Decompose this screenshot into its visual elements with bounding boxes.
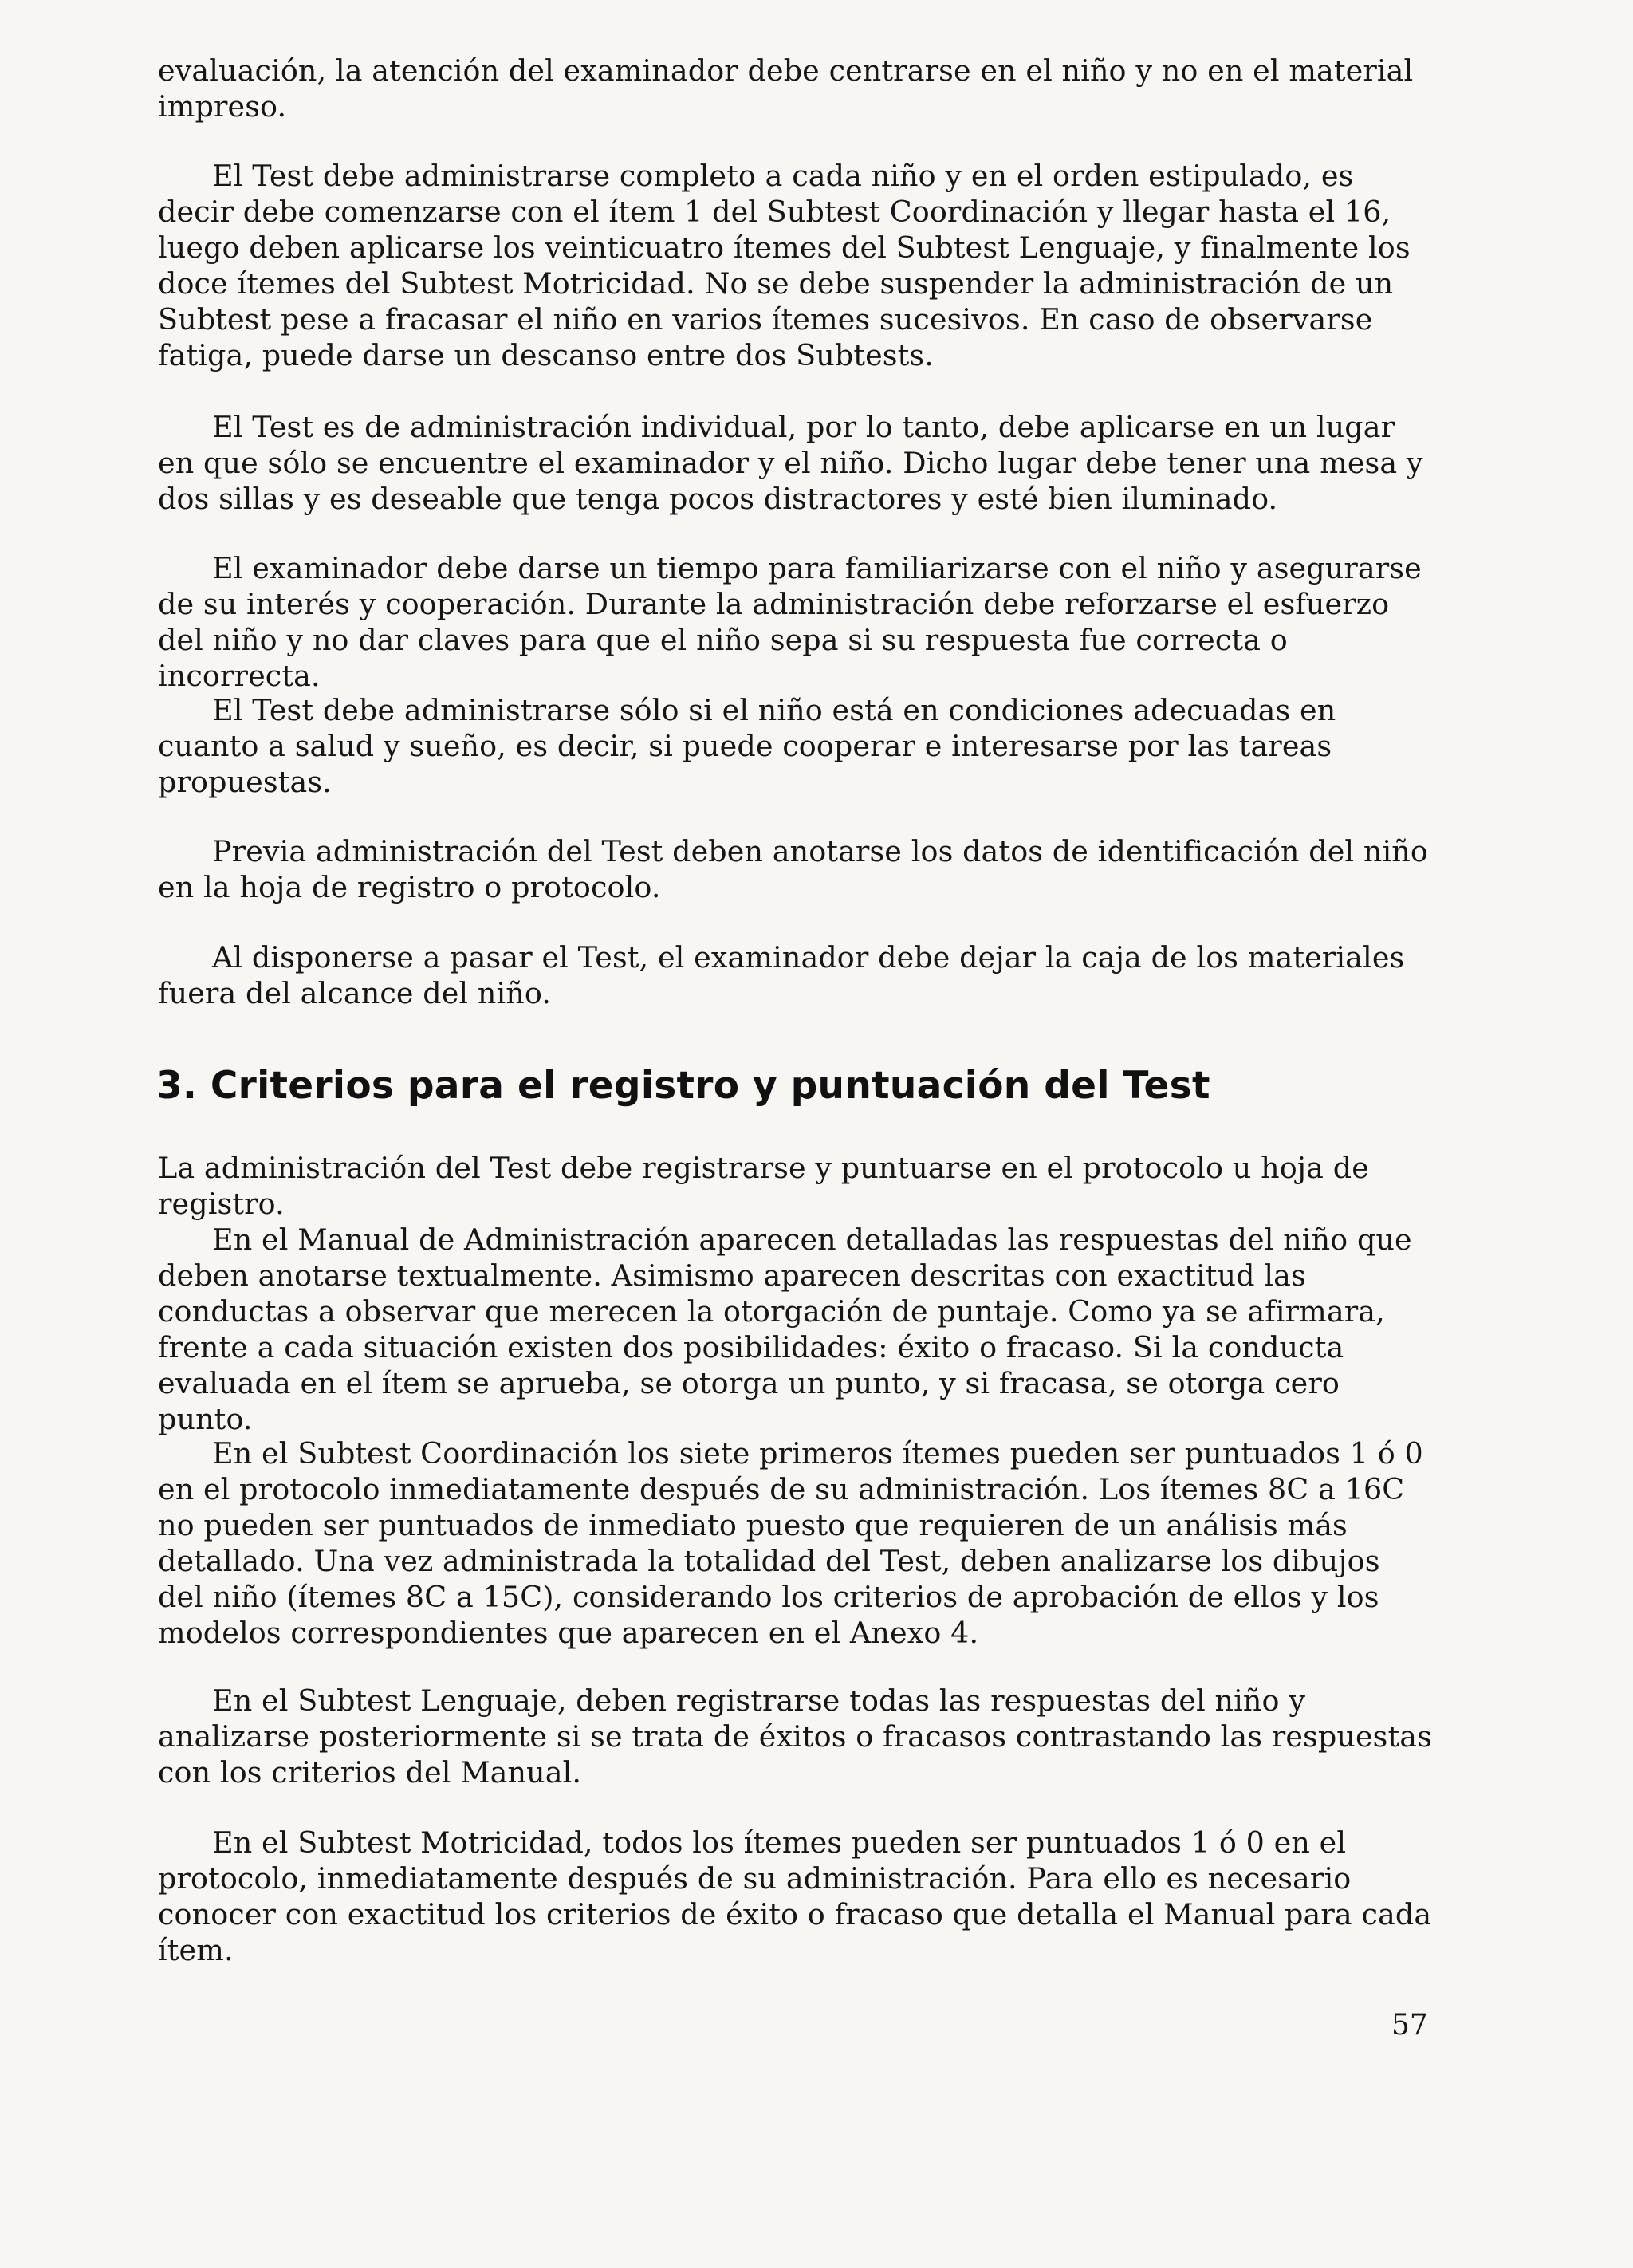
paragraph-familiarization: El examinador debe darse un tiempo para familiarizarse con el niño y asegurarse de su interés y cooperación. Durante la administración debe reforzarse el esfuerzo del niño y no dar claves para que el niño sepa si su respuesta fue correcta o incorrecta. xyxy=(158,551,1422,693)
paragraph-individual-administration: El Test es de administración individual, por lo tanto, debe aplicarse en un lugar en que sólo se encuentre el examinador y el niño. Dicho lugar debe tener una mesa y dos sillas y es deseable que tenga pocos distractores y esté bien iluminado. xyxy=(158,410,1423,516)
page-number: 57 xyxy=(1391,2009,1428,2042)
paragraph-continuation: evaluación, la atención del examinador debe centrarse en el niño y no en el material impreso. xyxy=(158,53,1414,124)
paragraph-identification-data: Previa administración del Test deben anotarse los datos de identificación del niño en la hoja de registro o protocolo. xyxy=(158,834,1428,904)
section-heading: 3. Criterios para el registro y puntuación del Test xyxy=(156,1064,1210,1108)
paragraph-conditions: El Test debe administrarse sólo si el niño está en condiciones adecuadas en cuanto a salud y sueño, es decir, si puede cooperar e interesarse por las tareas propuestas. xyxy=(158,693,1336,799)
paragraph-language-subtest: En el Subtest Lenguaje, deben registrarse todas las respuestas del niño y analizarse posteriormente si se trata de éxitos o fracasos contrastando las respuestas con los criterios del Manual. xyxy=(158,1683,1432,1790)
paragraph-manual-responses: En el Manual de Administración aparecen detalladas las respuestas del niño que deben anotarse textualmente. Asimismo aparecen descritas con exactitud las conductas a observar que merecen la otorgación de puntaje. Como ya se afirmara, frente a cada situación existen dos posibilidades: éxito o fracaso. Si la conducta evaluada en el ítem se aprueba, se otorga un punto, y si fracasa, se otorga cero punto. xyxy=(158,1223,1412,1436)
paragraph-coordination-subtest: En el Subtest Coordinación los siete primeros ítemes pueden ser puntuados 1 ó 0 en el protocolo inmediatamente después de su administración. Los ítemes 8C a 16C no pueden ser puntuados de inmediato puesto que requieren de un análisis más detallado. Una vez administrada la totalidad del Test, deben analizarse los dibujos del niño (ítemes 8C a 15C), considerando los criterios de aprobación de ellos y los modelos correspondientes que aparecen en el Anexo 4. xyxy=(158,1436,1423,1650)
paragraph-materials-box: Al disponerse a pasar el Test, el examinador debe dejar la caja de los materiales fuera del alcance del niño. xyxy=(158,940,1405,1010)
paragraph-motor-subtest: En el Subtest Motricidad, todos los ítemes pueden ser puntuados 1 ó 0 en el protocolo, inmediatamente después de su administración. Para ello es necesario conocer con exactitud los criterios de éxito o fracaso que detalla el Manual para cada ítem. xyxy=(158,1825,1432,1967)
paragraph-registration: La administración del Test debe registrarse y puntuarse en el protocolo u hoja de registro. xyxy=(158,1151,1369,1221)
paragraph-complete-administration: El Test debe administrarse completo a cada niño y en el orden estipulado, es decir debe comenzarse con el ítem 1 del Subtest Coordinación y llegar hasta el 16, luego deben aplicarse los veinticuatro ítemes del Subtest Lenguaje, y finalmente los doce ítemes del Subtest Motricidad. No se debe suspender la administración de un Subtest pese a fracasar el niño en varios ítemes sucesivos. En caso de observarse fatiga, puede darse un descanso entre dos Subtests. xyxy=(158,159,1411,372)
